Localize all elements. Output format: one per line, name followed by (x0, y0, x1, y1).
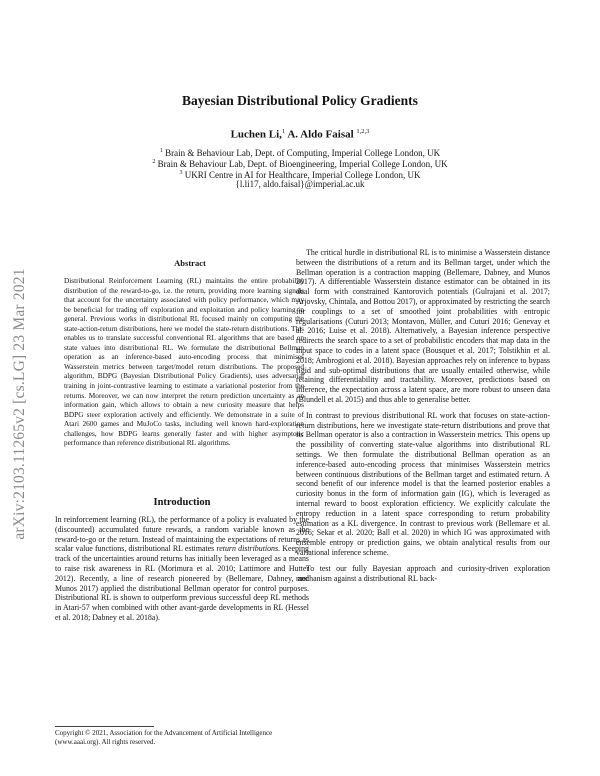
copyright-notice: Copyright © 2021, Association for the Advancement of Artificial Intelligence (www.aaai.org). All rights reserved. (55, 729, 273, 746)
introduction-paragraph: In reinforcement learning (RL), the performance of a policy is evaluated by the (discounted) accumulated future rewards, a random variable known as the reward-to-go or the return. Instead of maintaining the expectations of returns as scalar value functions, distributional RL estimates return distributions. Keeping track of the uncertainties around returns has initially been leveraged as a means to raise risk awareness in RL (Morimura et al. 2010; Lattimore and Hutter 2012). Recently, a line of research pioneered by (Bellemare, Dabney, and Munos 2017) applied the distributional Bellman operator for control purposes. Distributional RL is shown to outperform previous successful deep RL methods in Atari-57 when combined with other avant-garde developments in RL (Hessel et al. 2018; Dabney et al. 2018a). (55, 515, 309, 622)
abstract-heading: Abstract (174, 258, 206, 268)
affiliation-1: $^1$ Brain & Behaviour Lab, Dept. of Computing, Imperial College London, UK (159, 148, 441, 158)
author-1: Luchen Li, (230, 128, 282, 141)
right-column (296, 248, 550, 583)
introduction-body (55, 515, 309, 623)
author-line (0, 128, 600, 141)
right-paragraph-1: The critical hurdle in distributional RL is to minimise a Wasserstein distance between the distributions of a return and its Bellman target, under which the Bellman operation is a contraction mapping (Bellemare, Dabney, and Munos 2017). A differentiable Wasserstein distance estimator can be obtained in its dual form with constrained Kantorovich potentials (Gulrajani et al. 2017; Arjovsky, Chintala, and Bottou 2017), or approximated by restricting the search for couplings to a set of smoothed joint probabilities with entropic regularisations (Cuturi 2013; Montavon, Müller, and Cuturi 2016; Genevay et al. 2016; Luise et al. 2018). Alternatively, a Bayesian inference perspective redirects the search space to a set of probabilistic encoders that map data in the input space to codes in a latent space (Bousquet et al. 2017; Tolstikhin et al. 2018; Ambrogioni et al. 2018). Bayesian approaches rely on inference to bypass rigid and sub-optimal distributions that are usually entailed otherwise, while retaining differentiability and tractability. Moreover, predictions based on inference, the expectation across a latent space, are more robust to unseen data (Blundell et al. 2015) and thus able to generalise better. (296, 248, 550, 404)
arxiv-stamp-text: arXiv:2103.11265v2 [cs.LG] 23 Mar 2021 (11, 268, 28, 540)
abstract-body (64, 276, 304, 448)
author-1-affil: 1 (281, 128, 286, 135)
author-2-affil: 1,2,3 (356, 128, 370, 135)
right-paragraph-3: To test our fully Bayesian approach and curiosity-driven exploration mechanism against a distributional RL back- (296, 563, 550, 583)
author-2: A. Aldo Faisal (287, 128, 354, 141)
right-paragraph-2: In contrast to previous distributional RL work that focuses on state-action-return distributions, here we investigate state-return distributions and prove that its Bellman operator is also a contraction in Wasserstein metrics. This opens up the possibility of converting state-value algorithms into distributional RL settings. We then formulate the distributional Bellman operation as an inference-based auto-encoding process that minimises Wasserstein metrics between continuous distributions of the Bellman target and estimated return. A second benefit of our inference model is that the learned posterior enables a curiosity bonus in the form of information gain (IG), which is leveraged as internal reward to boost exploration efficiency. We explicitly calculate the entropy reduction in a latent space corresponding to return probability estimation as a KL divergence. In contrast to previous work (Bellemare et al. 2016; Sekar et al. 2020; Ball et al. 2020) in which IG was approximated with ensemble entropy or prediction gains, we obtain analytical results from our variational inference scheme. (296, 410, 550, 557)
abstract-text: Distributional Reinforcement Learning (RL) maintains the entire probability distribution of the reward-to-go, i.e. the return, providing more learning signals that account for the uncertainty associated with policy performance, which may be beneficial for trading off exploration and exploitation and policy learning in general. Previous works in distributional RL focused mainly on computing the state-action-return distributions, here we model the state-return distributions. This enables us to translate successful conventional RL algorithms that are based on state values into distributional RL. We formulate the distributional Bellman operation as an inference-based auto-encoding process that minimises Wasserstein metrics between target/model return distributions. The proposed algorithm, BDPG (Bayesian Distributional Policy Gradients), uses adversarial training in joint-contrastive learning to estimate a variational posterior from the returns. Moreover, we can now interpret the return prediction uncertainty as an information gain, which allows to obtain a new curiosity measure that helps BDPG steer exploration actively and efficiently. We demonstrate in a suite of Atari 2600 games and MuJoCo tasks, including well known hard-exploration challenges, how BDPG learns generally faster and with higher asymptotic performance than reference distributional RL algorithms. (64, 276, 304, 448)
affiliation-3: $^3$ UKRI Centre in AI for Healthcare, Imperial College London, UK (179, 170, 421, 180)
arxiv-stamp (0, 196, 40, 612)
affiliation-2: $^2$ Brain & Behaviour Lab, Dept. of Bioengineering, Imperial College London, UK (152, 159, 448, 169)
paper-title: Bayesian Distributional Policy Gradients (182, 93, 418, 108)
footnote-rule (55, 726, 154, 727)
author-emails: {l.li17, aldo.faisal}@imperial.ac.uk (235, 179, 365, 189)
introduction-heading: Introduction (153, 497, 211, 508)
